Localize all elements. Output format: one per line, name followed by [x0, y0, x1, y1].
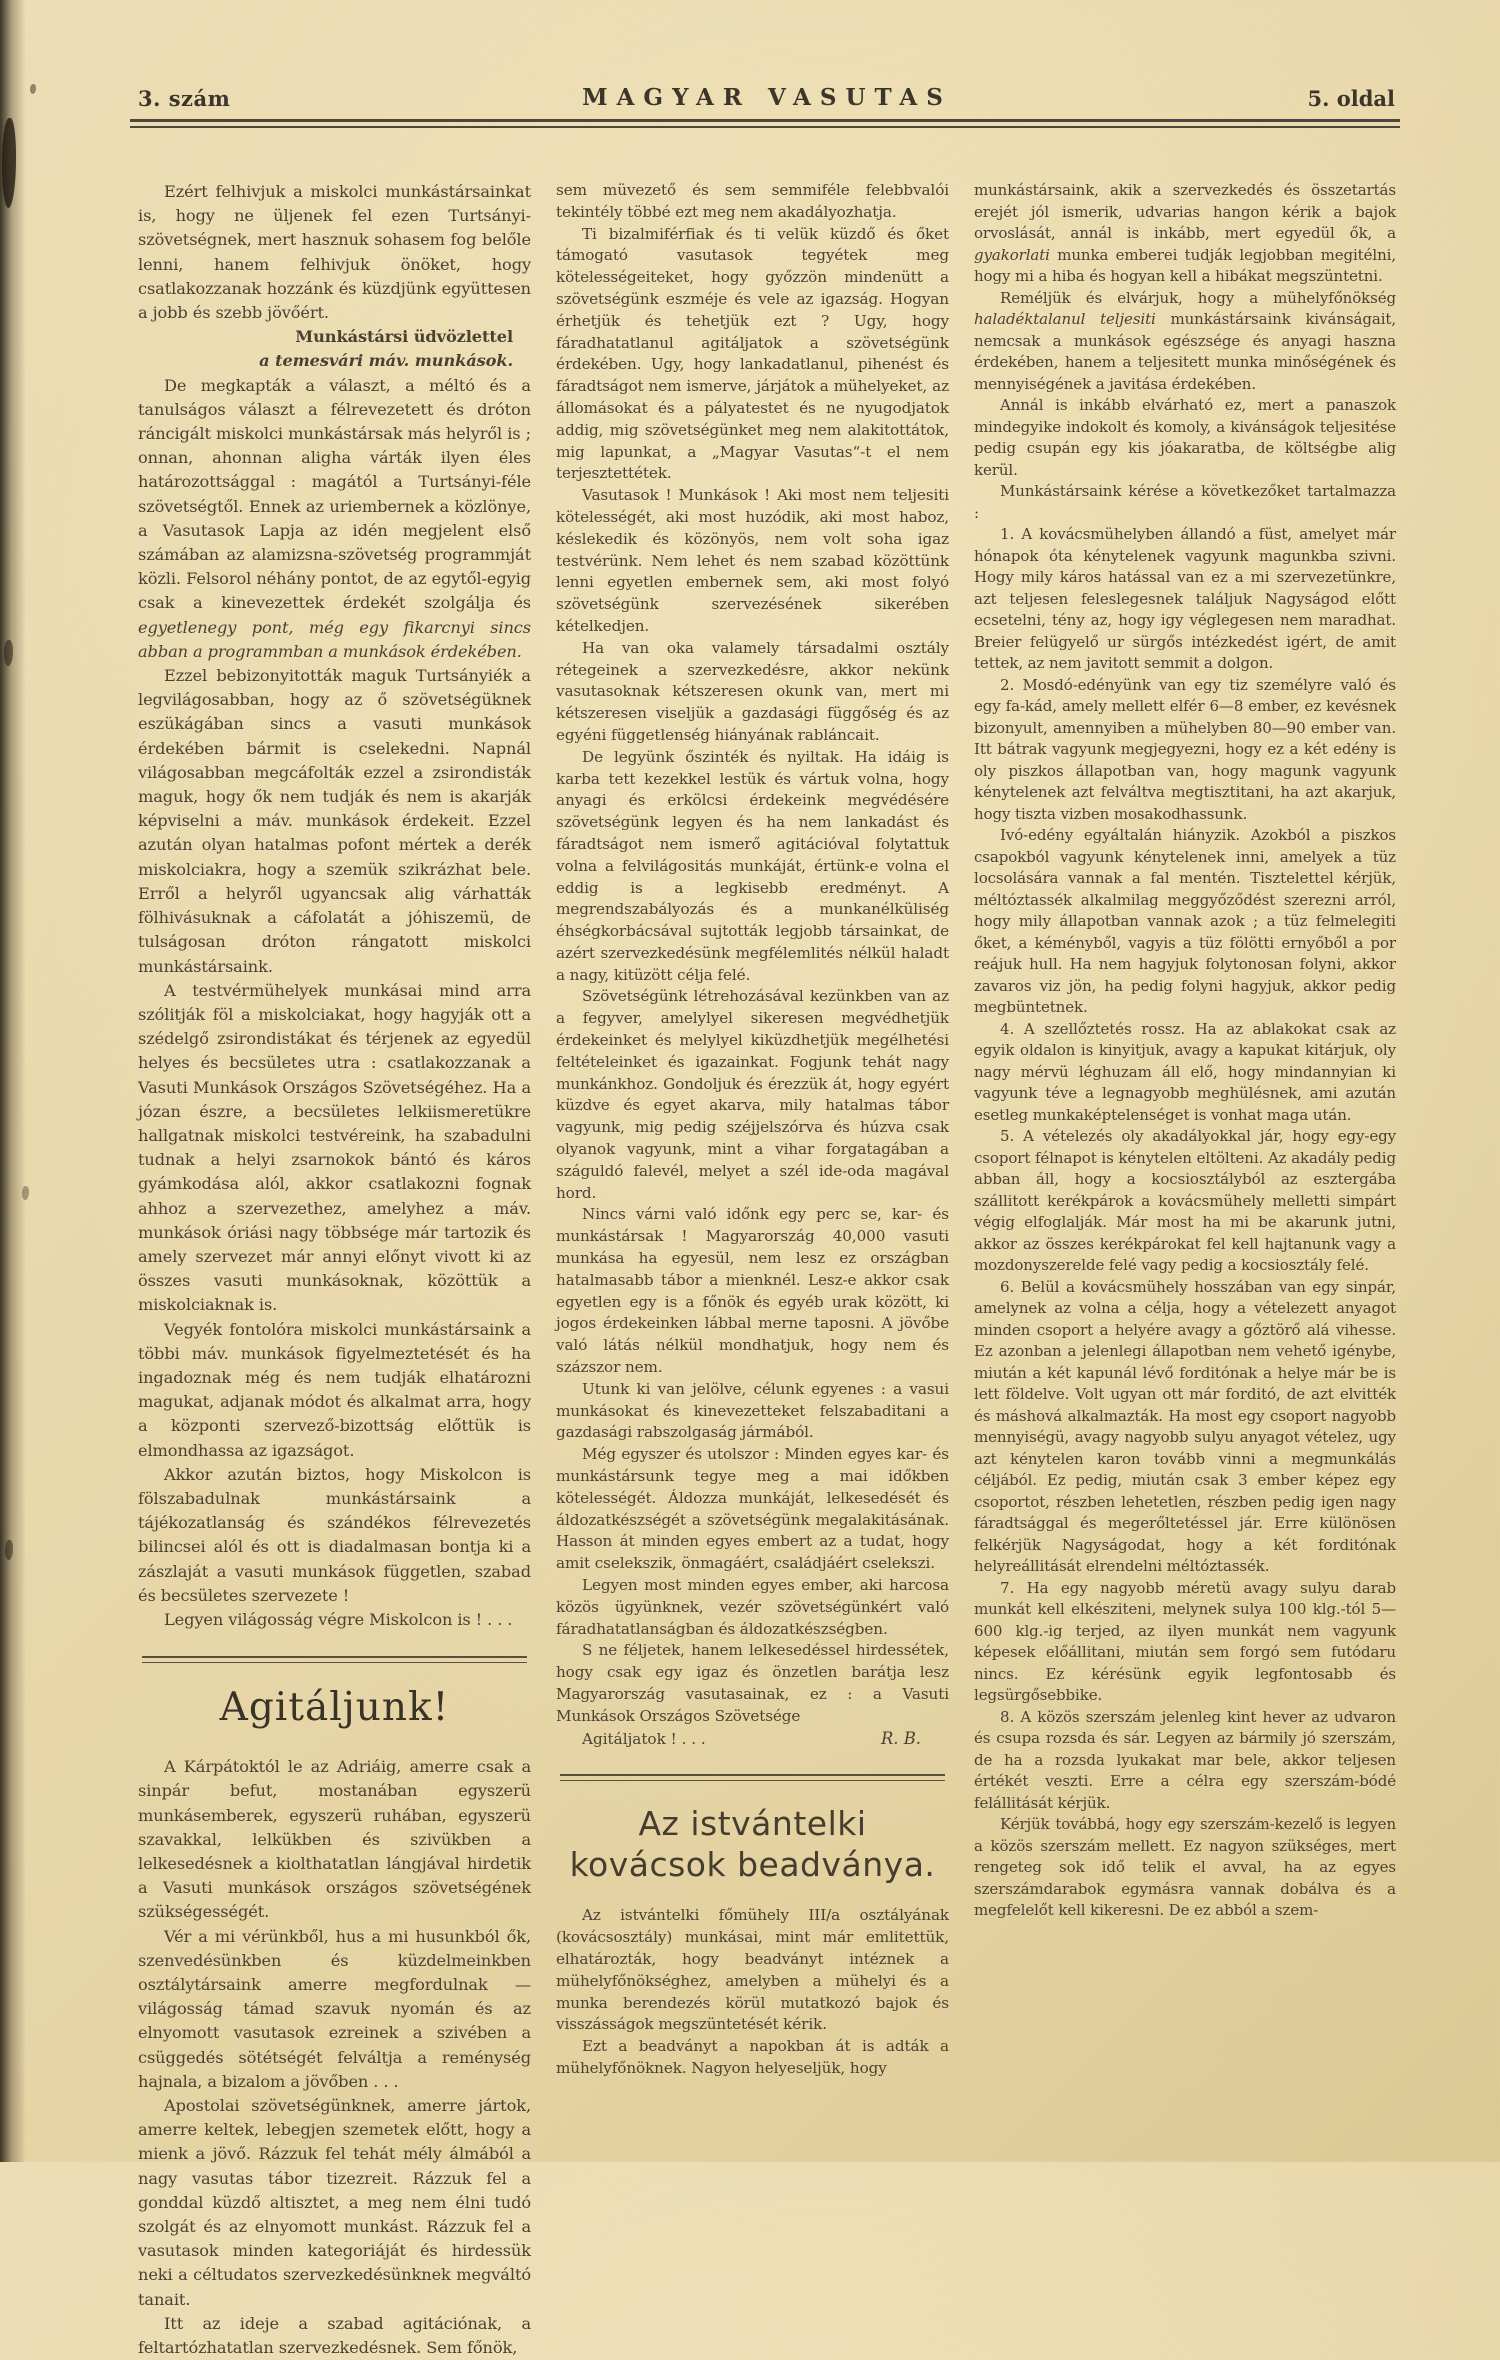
article-paragraph	[138, 664, 531, 979]
text-run: haladéktalanul teljesiti	[974, 310, 1156, 328]
text-run: Kérjük továbbá, hogy egy szerszám-kezelő is legyen a közös szerszám mellett. Ez nagyon szükséges, mert rengeteg sok idő telik el avval, ha az egyes szerszámdarabok egymásra vannak dobálva és a megfelelőt kell kikeresni. De ez abból a szem-	[974, 1815, 1396, 1919]
text-run: 7. Ha egy nagyobb méretü avagy sulyu darab munkát kell elkésziteni, melynek sulya 100 klg.-tól 5—600 klg.-ig terjed, az ilyen munkát nem vagyunk képesek előállitani, miután sem forgó sem futódaru nincs. Ez kérésünk egyik legfontosabb és legsürgősebbike.	[974, 1578, 1396, 1704]
article-paragraph	[556, 986, 949, 1204]
text-run: Vasutasok ! Munkások ! Aki most nem teljesiti kötelességét, aki most huzódik, aki most haboz, késlekedik és közönyös, nem volt soha igaz testvérünk. Nem lehet és nem szabad közöttünk lenni egyetlen embernek sem, aki most folyó szövetségünk szervezésének sikerében kételkedjen.	[556, 486, 949, 635]
issue-number: 3. szám	[138, 86, 231, 111]
article-paragraph	[556, 485, 949, 638]
article-paragraph	[138, 1318, 531, 1463]
article-paragraph	[974, 1019, 1396, 1127]
text-run: gyakorlati	[974, 245, 1050, 264]
text-run: De legyünk őszinték és nyiltak. Ha idáig is karba tett kezekkel lestük és vártuk volna, hogy anyagi és erkölcsi érdekeink megvédésére szövetségünk legyen és ha nem lankadást és fáradtságot nem ismerő agitációval folytattuk volna a felvilágositás munkáját, értünk-e volna el eddig is a legkisebb eredményt. A megrendszabályozás és a munkanélküliség éhségkorbácsával sujtották legjobb társainkat, de azért szervezkedésünk megfélemlités nélkül haladt a nagy, kitüzött célja felé.	[556, 747, 949, 984]
text-run: Ezért felhivjuk a miskolci munkástársainkat is, hogy ne üljenek fel ezen Turtsányi-szövetségnek, mert hasznuk sohasem fog belőle lenni, hanem felhivjuk önöket, hogy csatlakozzanak hozzánk és küzdjünk együttesen a jobb és szebb jövőért.	[138, 182, 531, 323]
masthead-rule	[130, 119, 1400, 128]
article-paragraph	[556, 224, 949, 486]
signature-row	[556, 1728, 949, 1751]
article-paragraph	[974, 524, 1396, 675]
text-run: Ha van oka valamely társadalmi osztály rétegeinek a szervezkedésre, akkor nekünk vasutasoknak kétszeresen okunk van, mert mi kétszeresen viseljük a gazdasági függőség és az egyéni függetlenség hiányának rabláncait.	[556, 638, 949, 744]
article-paragraph	[974, 1277, 1396, 1578]
article-paragraph	[974, 1707, 1396, 1815]
article-paragraph	[138, 1463, 531, 1608]
article-paragraph	[138, 2312, 531, 2360]
article-paragraph	[138, 2094, 531, 2312]
text-run: Itt az ideje a szabad agitációnak, a feltartózhatatlan szervezkedésnek. Sem főnök,	[138, 2313, 531, 2358]
article-paragraph	[138, 349, 531, 373]
text-run: Akkor azután biztos, hogy Miskolcon is fölszabadulnak munkástársaink a tájékozatlanság és szándékos félrevezetés bilincsei alól és ott is diadalmasan bontja ki a zászlaját a vasuti munkások független, szabad és becsületes szervezete !	[138, 1464, 531, 1605]
text-run: 2. Mosdó-edényünk van egy tiz személyre való és egy fa-kád, amely mellett elfér 6—8 ember, ez kevésnek bizonyult, amennyiben a mühelyben 80—90 ember van. Itt bátrak vagyunk megjegyezni, hogy ez a két edény is oly piszkos állapotban van, hogy magunk vagyunk kénytelenek azt felváltva megtisztitani, ha azt akarjuk, hogy tiszta vizben mosakodhassunk.	[974, 675, 1396, 823]
text-run: a temesvári máv. munkások.	[259, 351, 513, 371]
text-run: Utunk ki van jelölve, célunk egyenes : a vasui munkásokat és kinevezetteket felszabaditani a gazdasági rabszolgaság jármából.	[556, 1379, 949, 1442]
text-run: Reméljük és elvárjuk, hogy a mühelyfőnökség	[1000, 288, 1396, 307]
text-run: 6. Belül a kovácsmühely hosszában van egy sinpár, amelynek az volna a célja, hogy a vételezett anyagot minden csoport a helyére avagy a gőztörő alá vihesse. Ez azonban a jelenlegi állapotban nem vehető igénybe, miután a két kapunál lévő forditónak a helye már be is lett földelve. Volt ugyan ott már forditó, de azt elvitték és máshová alkalmazták. Ha most egy csoport nagyobb mennyiségü, avagy nagyobb sulyu anyagot vételez, ugy azt kénytelen karon tovább vinni a megmunkálás céljából. Ez pedig, miután csak 3 ember képez egy csoportot, részben lehetetlen, részben pedig igen nagy fáradtsággal és megerőltetéssel jár. Erre különösen felkérjük Nagyságodat, hogy a két forditónak helyreállitását elrendelni méltóztassék.	[974, 1277, 1396, 1575]
text-run: S ne féljetek, hanem lelkesedéssel hirdessétek, hogy csak egy igaz és önzetlen barátja lesz Magyarország vasutasainak, ez : a Vasuti Munkások Országos Szövetsége	[556, 1641, 949, 1725]
column-right	[974, 180, 1396, 1922]
text-run: Annál is inkább elvárható ez, mert a panaszok mindegyike indokolt és komoly, a kivánságok teljesitése pedig csupán egy kis jóakaratba, de költségbe alig kerül.	[974, 396, 1396, 479]
text-run: Ti bizalmiférfiak és ti velük küzdő és őket támogató vasutasok tegyétek meg kötelességeiteket, hogy győzzön mindenütt a szövetségünk eszméje és vele az igazság. Hogyan érhetjük és tehetjük ezt ? Ugy, hogy fáradhatatlanul agitáljatok a szövetségünk érdekében. Ugy, hogy lankadatlanul, pihenést és fáradtságot nem ismerve, járjátok a mühelyeket, az állomásokat és a pályatestet és ne nyugodjatok addig, mig szövetségünket meg nem alakitottátok, mig lapunkat, a „Magyar Vasutas“-t el nem terjesztettétek.	[556, 224, 949, 483]
article-headline	[556, 1803, 949, 1885]
text-run: 4. A szellőztetés rossz. Ha az ablakokat csak az egyik oldalon is kinyitjuk, avagy a kapukat kitárjuk, oly nagy mérvü léghuzam áll elő, hogy mindannyian ki vagyunk téve a legnagyobb meghülésnek, ami azután esetleg munkaképtelenséget is vonhat maga után.	[974, 1019, 1396, 1124]
text-run: Munkástársi üdvözlettel	[295, 327, 513, 347]
article-paragraph	[556, 2036, 949, 2080]
article-paragraph	[556, 747, 949, 987]
text-run: munkástársaink kivánságait, nemcsak a munkások egészsége és anyagi haszna érdekében, hanem a teljesitett munka minőségének és mennyiségének a javitása érdekében.	[974, 310, 1396, 393]
text-run: sem müvezető és sem semmiféle felebbvalói tekintély többé ezt meg nem akadályozhatja.	[556, 181, 949, 221]
text-run: munka emberei tudják legjobban megitélni, hogy mi a hiba és hogyan kell a hibákat megszüntetni.	[974, 245, 1396, 285]
article-paragraph	[974, 1578, 1396, 1707]
text-run: Ezzel bebizonyitották maguk Turtsányiék a legvilágosabban, hogy az ő szövetségüknek eszükágában sincs a vasuti munkások érdekében bármit is cselekedni. Napnál világosabban megcáfolták ezzel a zsirondisták maguk, hogy ők nem tudják és nem is akarják képviselni a máv. munkások érdekeit. Ezzel azután olyan hatalmas pofont mértek a derék miskolciakra, hogy a szemük szikrázhat bele. Erről a helyről ugyancsak alig várhatták fölhivásuknak a cáfolatát a jóhiszemü, de tulságosan dróton rángatott miskolci munkástársaink.	[138, 666, 531, 976]
article-paragraph	[138, 374, 531, 664]
text-run: Legyen most minden egyes ember, aki harcosa közös ügyünknek, vezér szövetségünkért való fáradhatatlanságban és áldozatkészségben.	[556, 1576, 949, 1638]
article-paragraph	[556, 1640, 949, 1727]
text-run: 5. A vételezés oly akadályokkal jár, hogy egy-egy csoport félnapot is kénytelen eltölteni. Az akadály pedig abban áll, hogy a kocsiosztályból az esztergába szállitott kerékpárok a kovácsmühely melletti simpárt végig elfoglalják. Már most ha mi be akarunk jutni, akkor az összes kerékpárokat fel kell hajtanunk vagy a mozdonyszerelde felé vagy pedig a kocsiosztály felé.	[974, 1127, 1396, 1274]
article-paragraph	[556, 1204, 949, 1378]
section-divider	[560, 1774, 945, 1781]
text-run: De megkapták a választ, a méltó és a tanulságos választ a félrevezetett és dróton ráncigált miskolci munkástársak más helyről is ; onnan, ahonnan aligha várták ilyen éles határozottsággal : magától a Turtsányi-féle szövetségtől. Ennek az uriembernek a közlönye, a Vasutasok Lapja az idén megjelent első számában az alamizsna-szövetség programmját közli. Felsorol néhány pontot, de az egytől-egyig csak a kinevezettek érdekét szolgálja és	[138, 375, 531, 613]
text-run: Szövetségünk létrehozásával kezünkben van az a fegyver, amelylyel sikeresen megvédhetjük érdekeinket és melylyel kiküzdhetjük megélhetési feltételeinket és igazainkat. Fogjunk tehát nagy munkánkhoz. Gondoljuk és érezzük át, hogy egyért küzdve és egyet akarva, mily hatalmas tábor vagyunk, mig pedig széjjelszórva és húzva csak olyanok vagyunk, mint a vihar forgatagában a száguldó falevél, melyet a szél ide-oda magával hord.	[556, 987, 949, 1202]
text-run: 8. A közös szerszám jelenleg kint hever az udvaron és csupa rozsda és sár. Legyen az bármily jó szerszám, de ha a rozsda lyukakat mar bele, akkor teljesen értékét veszti. Erre a célra egy szerszám-bódé felállitását kérjük.	[974, 1707, 1396, 1812]
text-run: egyetlenegy pont, még egy fikarcnyi sincs abban a programmban a munkások érdekében.	[138, 617, 531, 661]
article-paragraph	[556, 180, 949, 224]
text-run: Ezt a beadványt a napokban át is adták a mühelyfőnöknek. Nagyon helyeseljük, hogy	[556, 2037, 949, 2077]
text-run: Az istvántelki kovácsok beadványa.	[569, 1804, 936, 1885]
article-paragraph	[138, 979, 531, 1318]
article-paragraph	[556, 1444, 949, 1575]
article-paragraph	[138, 180, 531, 325]
article-paragraph	[974, 481, 1396, 524]
author-initials: R. B.	[880, 1728, 921, 1748]
scan-artifact	[30, 84, 36, 94]
text-run: 1. A kovácsmühelyben állandó a füst, amelyet már hónapok óta kénytelenek vagyunk magunkba szivni. Hogy mily káros hatással van ez a mi szervezetünkre, azt teljesen feleslegesnek találjuk Nagyságod előtt ecsetelni, tény az, hogy igy véglegesen nem maradhat. Breier felügyelő ur sürgős intézkedést igért, de amit tettek, az nem javitott semmit a dolgon.	[974, 525, 1396, 672]
text-run: Ivó-edény egyáltalán hiányzik. Azokból a piszkos csapokból vagyunk kénytelenek inni, amelyek a tüz locsolására vannak a fal mentén. Tisztelettel kérjük, méltóztassék alkalmilag meggyőződést szerezni arról, hogy mily állapotban vannak azok ; a tüz felmelegiti őket, a kéményből, vagyis a tüz fölötti ernyőből a por reájuk hull. Ha nem hagyjuk folytonosan folyni, akkor zavaros viz jön, ha pedig folyni hagyjuk, akkor pedig megbüntetnek.	[974, 826, 1396, 1016]
text-run: Vegyék fontolóra miskolci munkástársaink a többi máv. munkások figyelmeztetését és ha ingadoznak még és nem tudják elhatározni magukat, adjanak módot és alkalmat arra, hogy a központi szervező-bizottság előttük is elmondhassa az igazságot.	[138, 1319, 531, 1460]
section-divider	[142, 1656, 527, 1663]
article-paragraph	[974, 825, 1396, 1019]
scan-artifact	[22, 1186, 29, 1200]
article-paragraph	[974, 180, 1396, 288]
article-headline	[138, 1685, 531, 1731]
article-paragraph	[974, 675, 1396, 826]
text-run: Munkástársaink kérése a következőket tartalmazza :	[974, 482, 1396, 522]
article-paragraph	[974, 395, 1396, 481]
book-spine-shadow	[0, 0, 26, 2162]
article-paragraph	[974, 1126, 1396, 1277]
article-paragraph	[138, 1755, 531, 1924]
text-run: A testvérmühelyek munkásai mind arra szólitják föl a miskolciakat, hogy hagyják ott a szédelgő zsirondistákat és térjenek az egyedül helyes és becsületes utra : csatlakozzanak a Vasuti Munkások Országos Szövetségéhez. Ha a józan észre, a becsületes lelkiismeretükre hallgatnak miskolci testvéreink, ha szabadulni tudnak a helyi zsarnokok bántó és káros gyámkodása alól, akkor csatlakozni fognak ahhoz a szervezethez, amelyhez a máv. munkások óriási nagy többsége már tartozik és amely szervezet már annyi előnyt vivott ki az összes vasuti munkásoknak, közöttük a miskolciaknak is.	[138, 980, 531, 1315]
article-paragraph	[556, 638, 949, 747]
text-run: Vér a mi vérünkből, hus a mi husunkból ők, szenvedésünkben és küzdelmeinkben osztálytársaink amerre megfordulnak — világosság támad szavuk nyomán és az elnyomott vasutasok ezreinek a szivében a csüggedés sötétségét felváltja a reménység hajnala, a bizalom a jövőben . . .	[138, 1926, 531, 2091]
column-left	[138, 180, 531, 2360]
text-run: Az istvántelki főmühely III/a osztályának (kovácsosztály) munkásai, mint már emlitettük, elhatározták, hogy beadványt intéznek a mühelyfőnökséghez, amelyben a mühelyi és a munka berendezés körül mutatkozó bajok és visszásságok megszüntetését kérik.	[556, 1906, 949, 2034]
text-run: Agitáljunk!	[219, 1685, 450, 1731]
text-run: Nincs várni való időnk egy perc se, kar- és munkástársak ! Magyarország 40,000 vasuti munkása ha egyesül, nem lesz ez országban hatalmasabb tábor a mienknél. Lesz-e akkor csak egyetlen egy is a főnök és egyéb urak között, ki jogos érdekeinken lábbal merne taposni. A jövőbe való látás nélkül mondhatjuk, hogy nem és százszor nem.	[556, 1205, 949, 1377]
text-run: Apostolai szövetségünknek, amerre jártok, amerre keltek, lebegjen szemetek előtt, hogy a mienk a jövő. Rázzuk fel tehát mély álmából a nagy vasutas tábor tizezreit. Rázzuk fel a gonddal küzdő altisztet, a meg nem élni tudó szolgát és az elnyomott munkást. Rázzuk fel a vasutasok minden kategoriáját és hirdessük neki a céltudatos szervezkedésünknek megváltó tanait.	[138, 2096, 531, 2309]
article-paragraph	[138, 1925, 531, 2094]
article-paragraph	[138, 325, 531, 349]
article-paragraph	[974, 288, 1396, 396]
article-paragraph	[556, 1379, 949, 1444]
article-paragraph	[974, 1814, 1396, 1922]
column-middle	[556, 180, 949, 2080]
article-paragraph	[556, 1905, 949, 2036]
newspaper-title: MAGYAR VASUTAS	[582, 84, 952, 111]
text-run: A Kárpátoktól le az Adriáig, amerre csak a sinpár befut, mostanában egyszerü munkásemberek, egyszerü ruhában, egyszerü szavakkal, lelkükben és szivükben a lelkesedésnek a kiolthatatlan lángjával hirdetik a Vasuti munkások országos szövetségének szükségességét.	[138, 1757, 531, 1922]
text-run: Még egyszer és utolszor : Minden egyes kar- és munkástársunk tegye meg a mai időkben kötelességét. Áldozza munkáját, lelkesedését és áldozatkészségét a szövetségünk megalakitásának. Hasson át minden egyes embert az a tudat, hogy amit cselekszik, önmagáért, családjáért cselekszi.	[556, 1445, 949, 1573]
page-number: 5. oldal	[1307, 86, 1395, 111]
text-run: munkástársaink, akik a szervezkedés és összetartás erejét jól ismerik, udvarias hangon kérik a bajok orvoslását, annál is inkább, mert egyedül ők, a	[974, 181, 1396, 242]
article-paragraph	[556, 1575, 949, 1640]
signature-call: Agitáljatok ! . . .	[582, 1729, 706, 1748]
article-paragraph	[138, 1608, 531, 1632]
text-run: Legyen világosság végre Miskolcon is ! . . .	[164, 1609, 513, 1629]
